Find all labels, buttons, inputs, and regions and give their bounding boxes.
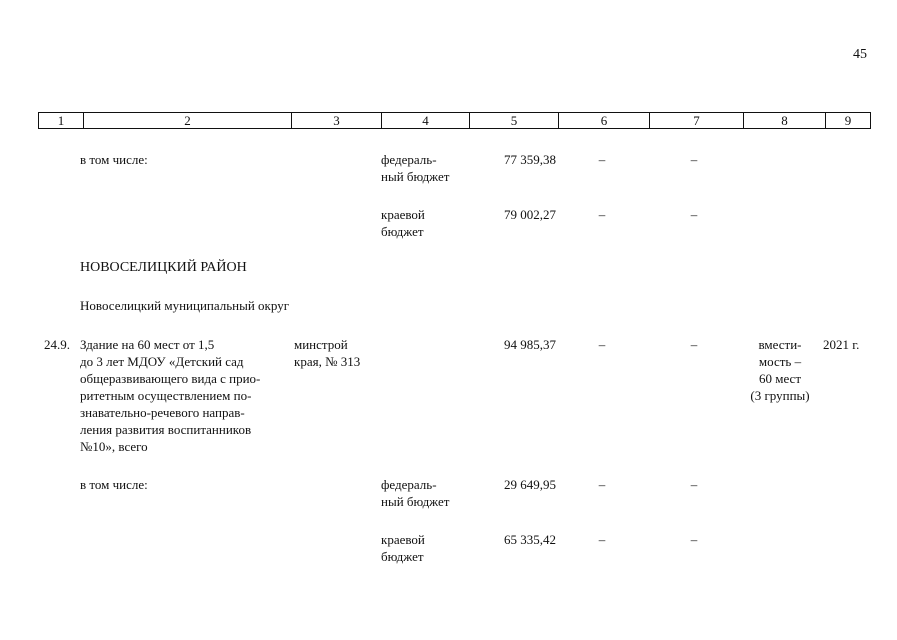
source-line: бюджет	[381, 549, 424, 564]
description-line: ления развития воспитанников	[80, 422, 252, 437]
header-col-2: 2	[84, 113, 292, 129]
capacity-line: (3 группы)	[750, 388, 810, 403]
column-number-header	[38, 112, 871, 129]
header-col-8: 8	[744, 113, 826, 129]
col6-dash: –	[598, 207, 606, 222]
col7-dash: –	[690, 477, 698, 492]
col7-dash: –	[690, 152, 698, 167]
funding-source-regional	[381, 206, 425, 240]
col6-dash: –	[598, 477, 606, 492]
header-col-1: 1	[39, 113, 84, 129]
description-line: знавательно-речевого направ-	[80, 405, 245, 420]
source-line: бюджет	[381, 224, 424, 239]
header-col-3: 3	[292, 113, 382, 129]
col6-dash: –	[598, 152, 606, 167]
page-number: 45	[853, 47, 867, 62]
source-line: ный бюджет	[381, 169, 450, 184]
col7-dash: –	[690, 207, 698, 222]
item-description	[80, 336, 290, 455]
customer-line: края, № 313	[294, 354, 361, 369]
in-total-label: в том числе:	[80, 152, 148, 167]
description-line: Здание на 60 мест от 1,5	[80, 337, 215, 352]
source-line: федераль-	[381, 152, 437, 167]
capacity-line: вмести-	[758, 337, 802, 352]
amount-regional: 65 335,42	[504, 532, 556, 547]
amount-federal: 29 649,95	[504, 477, 556, 492]
header-col-7: 7	[650, 113, 744, 129]
col6-dash: –	[598, 337, 606, 352]
header-col-6: 6	[559, 113, 650, 129]
description-line: №10», всего	[80, 439, 148, 454]
description-line: ритетным осуществлением по-	[80, 388, 252, 403]
item-capacity	[738, 336, 822, 404]
source-line: краевой	[381, 532, 425, 547]
col7-dash: –	[690, 337, 698, 352]
header-col-9: 9	[826, 113, 871, 129]
description-line: до 3 лет МДОУ «Детский сад	[80, 354, 244, 369]
funding-source-federal	[381, 476, 449, 510]
in-total-label: в том числе:	[80, 477, 148, 492]
col6-dash: –	[598, 532, 606, 547]
item-customer	[294, 336, 360, 370]
header-col-5: 5	[470, 113, 559, 129]
source-line: федераль-	[381, 477, 437, 492]
capacity-line: 60 мест	[758, 371, 802, 386]
description-line: общеразвивающего вида с прио-	[80, 371, 261, 386]
col7-dash: –	[690, 532, 698, 547]
capacity-line: мость –	[758, 354, 802, 369]
item-amount: 94 985,37	[504, 337, 556, 352]
source-line: ный бюджет	[381, 494, 450, 509]
customer-line: минстрой	[294, 337, 348, 352]
source-line: краевой	[381, 207, 425, 222]
funding-source-federal	[381, 151, 449, 185]
item-year: 2021 г.	[823, 337, 860, 352]
header-col-4: 4	[382, 113, 470, 129]
amount-federal: 77 359,38	[504, 152, 556, 167]
okrug-title: Новоселицкий муниципальный округ	[80, 298, 290, 313]
district-title: НОВОСЕЛИЦКИЙ РАЙОН	[80, 260, 247, 275]
amount-regional: 79 002,27	[504, 207, 556, 222]
funding-source-regional	[381, 531, 425, 565]
item-number: 24.9.	[44, 337, 70, 352]
